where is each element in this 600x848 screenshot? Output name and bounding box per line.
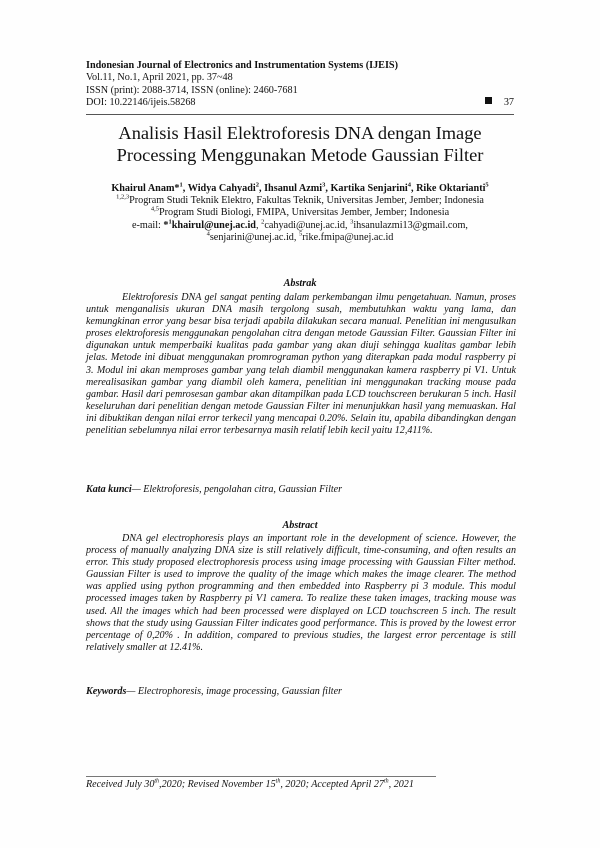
square-bullet-icon bbox=[485, 97, 492, 104]
author-5: Rike Oktarianti bbox=[416, 183, 486, 194]
author-2: Widya Cahyadi bbox=[187, 183, 256, 194]
email-3-sup: 3 bbox=[350, 218, 354, 226]
author-1: Khairul Anam* bbox=[111, 183, 180, 194]
accepted-year: , 2021 bbox=[388, 779, 414, 790]
email-line-2: $^4$senjarini@unej.ac.id, $^5$rike.fmipa@unej.ac.id bbox=[206, 230, 394, 243]
abstract-keywords bbox=[86, 686, 516, 697]
journal-doi: DOI: 10.22146/ijeis.58268 bbox=[86, 96, 196, 108]
author-3-sup: 3 bbox=[322, 181, 326, 189]
corresponding-email[interactable] bbox=[163, 220, 256, 231]
title-line-2: Processing Menggunakan Metode Gaussian Filter bbox=[116, 145, 484, 165]
received-date: Received July 30 bbox=[86, 779, 155, 790]
affiliation-2-sup: 4,5 bbox=[150, 206, 159, 214]
footer-divider bbox=[86, 776, 436, 777]
email-5-sup: 5 bbox=[299, 230, 303, 238]
author-5-sup: 5 bbox=[485, 181, 489, 189]
email-2-sup: 2 bbox=[261, 218, 265, 226]
author-3: Ihsanul Azmi bbox=[264, 183, 323, 194]
journal-volume: Vol.11, No.1, April 2021, pp. 37~48 bbox=[86, 72, 233, 84]
affiliation-2-text: Program Studi Biologi, FMIPA, Universitas Jember, Jember; Indonesia bbox=[159, 207, 450, 219]
sep: , bbox=[182, 183, 188, 194]
author-4-sup: 4 bbox=[407, 181, 411, 189]
accepted-date: , 2020; Accepted April 27 bbox=[280, 779, 384, 790]
page-number-value: 37 bbox=[503, 97, 514, 108]
abstract-keywords-text: — Electrophoresis, image processing, Gaussian filter bbox=[126, 686, 342, 697]
author-1-sup: 1 bbox=[179, 181, 183, 189]
journal-issn: ISSN (print): 2088-3714, ISSN (online): 2460-7681 bbox=[86, 84, 298, 96]
email-4[interactable]: senjarini@unej.ac.id bbox=[209, 231, 294, 243]
title-line-1: Analisis Hasil Elektroforesis DNA dengan Image bbox=[118, 123, 482, 143]
revised-date: ,2020; Revised November 15 bbox=[159, 779, 276, 790]
author-block bbox=[60, 183, 540, 244]
email-1: khairul@unej.ac.id bbox=[171, 219, 256, 231]
paper-title bbox=[60, 122, 540, 166]
sep: , bbox=[410, 183, 417, 194]
email-1-prefix: * bbox=[163, 219, 169, 231]
sep: , bbox=[325, 183, 331, 194]
abstract-text: DNA gel electrophoresis plays an important role in the development of science. However, the process of manually analyzing DNA size is still relatively difficult, time-consuming, and often results an error. This study proposed electrophoresis process using image processing with Gaussian Filter method. Gaussian Filter is used to improve the quality of the image which makes the image clearer. The method was applied using python programming and then embedded into Raspberry pi 3 module. This modul processed images taken by Raspberry pi V1 camera. To realize these taken images, tracking mouse was used. All the images which had been processed were displayed on LCD touchscreen 5 inch. The result shows that the study using Gaussian Filter indicates good performance. This is proved by the lowest error percentage of 0,20% . In addition, compared to previous studies, the largest error percentage is still relatively smaller at 12.41%. bbox=[86, 533, 516, 653]
abstrak-body bbox=[86, 292, 516, 437]
email-1-sup: 1 bbox=[168, 218, 172, 226]
accepted-sup: th bbox=[383, 778, 389, 785]
revised-sup: th bbox=[275, 778, 281, 785]
sep: , bbox=[259, 183, 265, 194]
abstract-heading: Abstract bbox=[282, 520, 318, 531]
email-5[interactable]: rike.fmipa@unej.ac.id bbox=[302, 231, 394, 243]
header-divider bbox=[86, 114, 514, 115]
received-dates bbox=[86, 779, 516, 790]
received-sup: th bbox=[154, 778, 160, 785]
affiliation-1-sup: 1,2,3 bbox=[116, 193, 130, 201]
journal-name: Indonesian Journal of Electronics and Instrumentation Systems (IJEIS) bbox=[86, 60, 398, 71]
email-4-sup: 4 bbox=[206, 230, 210, 238]
affiliation-1 bbox=[60, 195, 540, 207]
author-names bbox=[60, 183, 540, 195]
abstrak-keywords-text: — Elektroforesis, pengolahan citra, Gaussian Filter bbox=[131, 484, 343, 495]
abstrak-keywords-label: Kata kunci bbox=[86, 484, 132, 495]
abstract-body bbox=[86, 533, 516, 654]
email-label: e-mail: bbox=[132, 219, 164, 231]
email-line-1: e-mail: *$^1$khairul@unej.ac.id, $^2$cahyadi@unej.ac.id, $^3$ihsanulazmi13@gmail.com, bbox=[132, 218, 468, 231]
abstract-keywords-label: Keywords bbox=[86, 686, 127, 697]
email-3[interactable]: ihsanulazmi13@gmail.com, bbox=[353, 219, 468, 231]
affiliation-2 bbox=[60, 207, 540, 219]
author-4: Kartika Senjarini bbox=[330, 183, 408, 194]
abstrak-text: Elektroforesis DNA gel sangat penting dalam perkembangan ilmu pengetahuan. Namun, proses untuk menganalisis ukuran DNA masih tergolong susah, membutuhkan waktu yang lama, dan kemungkinan error yang besar bisa terjadi apabila dilakukan secara manual. Penelitian ini mengusulkan proses elektroforesis menggunakan pengolahan citra dengan metode Gaussian Filter. Gaussian Filter ini digunakan untuk memperbaiki kualitas pada gambar yang akan diuji sehingga kualitas gambar lebih jelas. Metode ini dibuat menggunakan promrograman python yang diterapkan pada modul raspberry pi 3. Modul ini akan memproses gambar yang telah diambil menggunakan kamera raspberry pi V1. Untuk merealisasikan gambar yang diambil oleh kamera, penelitian ini menggunakan tracking mouse pada gambar. Hasil dari pemrosesan gambar akan ditampilkan pada LCD touchscreen berukuran 5 inch. Hasil keseluruhan dari penelitian dengan metode Gaussian Filter ini menunjukkan hasil yang memuaskan. Hal ini dibuktikan dengan nilai error terkecil yang mencapai 0.20%. Selain itu, apabila dibandingkan dengan penelitian sebelumnya nilai error terbesarnya masih relatif lebih kecil yaitu 12,411%. bbox=[86, 292, 516, 437]
author-2-sup: 2 bbox=[255, 181, 259, 189]
abstrak-heading: Abstrak bbox=[283, 278, 317, 289]
affiliation-1-text: Program Studi Teknik Elektro, Fakultas Teknik, Universitas Jember, Jember; Indonesia bbox=[129, 195, 484, 207]
email-2[interactable]: cahyadi@unej.ac.id bbox=[264, 219, 345, 231]
page-number bbox=[485, 97, 514, 109]
abstrak-keywords bbox=[86, 484, 516, 495]
journal-header bbox=[86, 60, 516, 109]
